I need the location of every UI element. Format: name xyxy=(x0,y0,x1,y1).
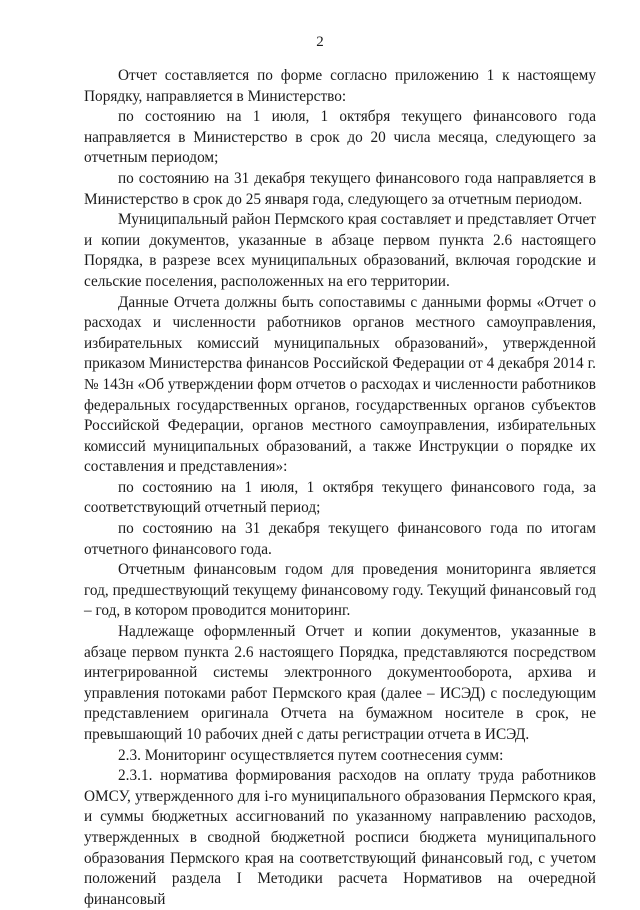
paragraph: Отчет составляется по форме согласно приложению 1 к настоящему Порядку, направляется в Министерство: xyxy=(84,67,596,105)
paragraph: по состоянию на 31 декабря текущего финансового года направляется в Министерство в срок до 25 января года, следующего за отчетным периодом. xyxy=(84,169,596,208)
paragraph: Надлежаще оформленный Отчет и копии документов, указанные в абзаце первом пункта 2.6 настоящего Порядка, представляются посредством интегрированной системы электронного документооборота, архива и управления потоками работ Пермского края (далее – ИСЭД) с последующим представлением оригинала Отчета на бумажном носителе в срок, не превышающий 10 рабочих дней с даты регистрации отчета в ИСЭД. xyxy=(84,623,596,743)
page-number: 2 xyxy=(316,34,324,50)
paragraph: Данные Отчета должны быть сопоставимы с данными формы «Отчет о расходах и численности работников органов местного самоуправления, избирательных комиссий муниципальных образований», утвержденной приказом Министерства финансов Российской Федерации от 4 декабря 2014 г. № 143н «Об утверждении форм отчетов о расходах и численности работников федеральных государственных органов, государственных органов субъектов Российской Федерации, органов местного самоуправления, избирательных комиссий муниципальных образований, а также Инструкции о порядке их составления и представления»: xyxy=(84,293,596,476)
paragraph: по состоянию на 1 июля, 1 октября текущего финансового года, за соответствующий отчетный период; xyxy=(84,478,596,517)
paragraph: 2.3. Мониторинг осуществляется путем соотнесения сумм: xyxy=(118,746,504,764)
paragraph: по состоянию на 31 декабря текущего финансового года по итогам отчетного финансового года. xyxy=(84,520,596,558)
paragraph: по состоянию на 1 июля, 1 октября текущего финансового года направляется в Министерство в срок до 20 числа месяца, следующего за отчетным периодом; xyxy=(84,108,596,167)
paragraph: Отчетным финансовым годом для проведения мониторинга является год, предшествующий текущему финансовому году. Текущий финансовый год – год, в котором проводится мониторинг. xyxy=(84,561,596,620)
document-body xyxy=(84,66,596,910)
paragraph: 2.3.1. норматива формирования расходов на оплату труда работников ОМСУ, утвержденного для i-го муниципального образования Пермского края, и суммы бюджетных ассигнований по указанному направлению расходов, утвержденных в сводной бюджетной росписи бюджета муниципального образования Пермского края на соответствующий финансовый год, с учетом положений раздела I Методики расчета Нормативов на очередной финансовый xyxy=(84,767,596,908)
paragraph: Муниципальный район Пермского края составляет и представляет Отчет и копии документов, указанные в абзаце первом пункта 2.6 настоящего Порядка, в разрезе всех муниципальных образований, включая городские и сельские поселения, расположенных на его территории. xyxy=(84,211,596,290)
